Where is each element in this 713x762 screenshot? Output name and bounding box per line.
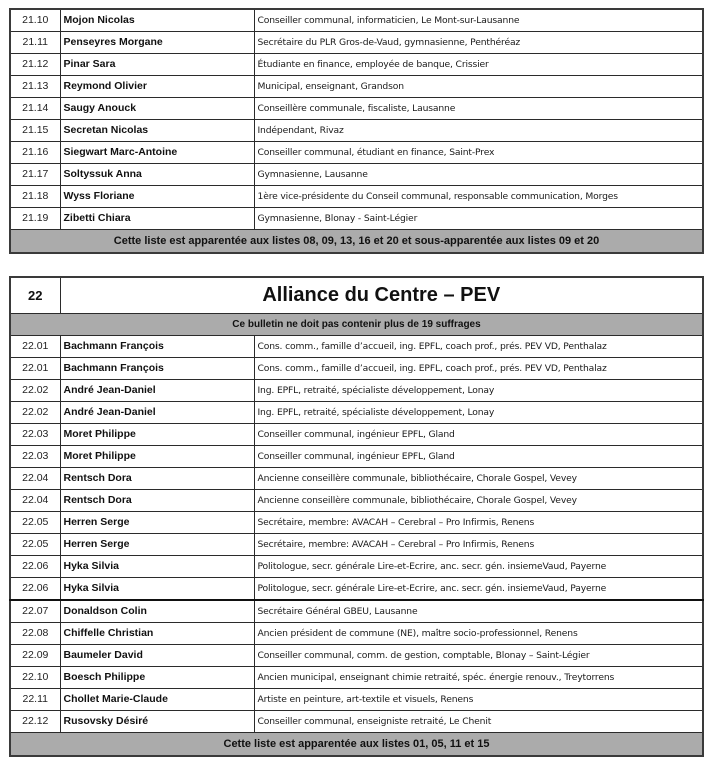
candidate-name: Herren Serge <box>60 534 254 556</box>
candidate-description: Gymnasienne, Blonay - Saint-Légier <box>254 208 703 230</box>
candidate-row <box>10 468 703 490</box>
candidate-number: 22.10 <box>10 667 60 689</box>
candidate-row <box>10 54 703 76</box>
candidate-row <box>10 578 703 601</box>
candidate-number: 21.10 <box>10 9 60 32</box>
candidate-number: 22.03 <box>10 424 60 446</box>
candidate-number: 21.16 <box>10 142 60 164</box>
candidate-number: 21.15 <box>10 120 60 142</box>
candidate-row <box>10 623 703 645</box>
candidate-description: Étudiante en finance, employée de banque, Crissier <box>254 54 703 76</box>
candidate-number: 22.04 <box>10 468 60 490</box>
candidate-row <box>10 380 703 402</box>
candidate-row <box>10 120 703 142</box>
candidate-description: Secrétaire, membre: AVACAH – Cerebral – Pro Infirmis, Renens <box>254 512 703 534</box>
candidate-number: 22.07 <box>10 600 60 623</box>
candidate-number: 22.03 <box>10 446 60 468</box>
list-number: 22 <box>10 277 60 314</box>
candidate-description: Ancienne conseillère communale, bibliothécaire, Chorale Gospel, Vevey <box>254 468 703 490</box>
list-22-rows <box>10 336 703 733</box>
candidate-row <box>10 76 703 98</box>
candidate-number: 21.13 <box>10 76 60 98</box>
candidate-number: 21.18 <box>10 186 60 208</box>
candidate-name: André Jean-Daniel <box>60 380 254 402</box>
candidate-description: Gymnasienne, Lausanne <box>254 164 703 186</box>
candidate-name: Herren Serge <box>60 512 254 534</box>
list-21-footer-row <box>10 230 703 254</box>
candidate-row <box>10 402 703 424</box>
candidate-description: Cons. comm., famille d’accueil, ing. EPFL, coach prof., prés. PEV VD, Penthalaz <box>254 336 703 358</box>
candidate-description: Politologue, secr. générale Lire-et-Ecrire, anc. secr. gén. insiemeVaud, Payerne <box>254 556 703 578</box>
candidate-row <box>10 512 703 534</box>
candidate-description: Conseillère communale, fiscaliste, Lausanne <box>254 98 703 120</box>
candidate-description: Conseiller communal, comm. de gestion, comptable, Blonay – Saint-Légier <box>254 645 703 667</box>
candidate-description: Conseiller communal, informaticien, Le Mont-sur-Lausanne <box>254 9 703 32</box>
candidate-description: Indépendant, Rivaz <box>254 120 703 142</box>
candidate-name: Wyss Floriane <box>60 186 254 208</box>
candidate-number: 22.05 <box>10 512 60 534</box>
candidate-description: Ancienne conseillère communale, bibliothécaire, Chorale Gospel, Vevey <box>254 490 703 512</box>
candidate-number: 22.11 <box>10 689 60 711</box>
list-22-header-row <box>10 277 703 314</box>
candidate-description: Municipal, enseignant, Grandson <box>254 76 703 98</box>
candidate-description: Ing. EPFL, retraité, spécialiste développement, Lonay <box>254 402 703 424</box>
candidate-number: 22.08 <box>10 623 60 645</box>
candidate-name: Bachmann François <box>60 358 254 380</box>
candidate-name: Siegwart Marc-Antoine <box>60 142 254 164</box>
candidate-name: Secretan Nicolas <box>60 120 254 142</box>
candidate-row <box>10 490 703 512</box>
candidate-row <box>10 336 703 358</box>
candidate-row <box>10 446 703 468</box>
candidate-description: Conseiller communal, ingénieur EPFL, Gland <box>254 446 703 468</box>
candidate-number: 22.06 <box>10 578 60 601</box>
list-21-table <box>9 8 704 254</box>
candidate-number: 21.11 <box>10 32 60 54</box>
candidate-row <box>10 556 703 578</box>
candidate-name: André Jean-Daniel <box>60 402 254 424</box>
candidate-number: 21.12 <box>10 54 60 76</box>
candidate-number: 22.02 <box>10 402 60 424</box>
candidate-row <box>10 689 703 711</box>
candidate-row <box>10 208 703 230</box>
list-22-subtitle-row <box>10 314 703 336</box>
candidate-name: Rentsch Dora <box>60 490 254 512</box>
candidate-row <box>10 164 703 186</box>
list-subtitle: Ce bulletin ne doit pas contenir plus de 19 suffrages <box>10 314 703 336</box>
candidate-description: Artiste en peinture, art-textile et visuels, Renens <box>254 689 703 711</box>
candidate-number: 22.01 <box>10 358 60 380</box>
candidate-name: Mojon Nicolas <box>60 9 254 32</box>
list-21-rows <box>10 9 703 230</box>
candidate-description: Ing. EPFL, retraité, spécialiste développement, Lonay <box>254 380 703 402</box>
candidate-row <box>10 534 703 556</box>
candidate-name: Moret Philippe <box>60 446 254 468</box>
candidate-row <box>10 186 703 208</box>
candidate-number: 22.02 <box>10 380 60 402</box>
candidate-row <box>10 645 703 667</box>
list-title: Alliance du Centre – PEV <box>60 277 703 314</box>
list-21-footer: Cette liste est apparentée aux listes 08, 09, 13, 16 et 20 et sous-apparentée aux listes 09 et 20 <box>10 230 703 254</box>
candidate-number: 22.04 <box>10 490 60 512</box>
candidate-number: 21.17 <box>10 164 60 186</box>
candidate-number: 22.05 <box>10 534 60 556</box>
candidate-description: Ancien président de commune (NE), maître socio-professionnel, Renens <box>254 623 703 645</box>
candidate-name: Moret Philippe <box>60 424 254 446</box>
candidate-name: Saugy Anouck <box>60 98 254 120</box>
candidate-name: Chollet Marie-Claude <box>60 689 254 711</box>
candidate-name: Boesch Philippe <box>60 667 254 689</box>
candidate-number: 22.06 <box>10 556 60 578</box>
candidate-name: Hyka Silvia <box>60 556 254 578</box>
list-22-footer-row <box>10 733 703 757</box>
list-22-table <box>9 276 704 757</box>
candidate-description: Conseiller communal, enseigniste retraité, Le Chenit <box>254 711 703 733</box>
candidate-name: Donaldson Colin <box>60 600 254 623</box>
candidate-description: Secrétaire, membre: AVACAH – Cerebral – Pro Infirmis, Renens <box>254 534 703 556</box>
candidate-row <box>10 9 703 32</box>
candidate-description: 1ère vice-présidente du Conseil communal, responsable communication, Morges <box>254 186 703 208</box>
candidate-description: Conseiller communal, ingénieur EPFL, Gland <box>254 424 703 446</box>
candidate-description: Politologue, secr. générale Lire-et-Ecrire, anc. secr. gén. insiemeVaud, Payerne <box>254 578 703 601</box>
candidate-number: 22.09 <box>10 645 60 667</box>
candidate-name: Penseyres Morgane <box>60 32 254 54</box>
candidate-name: Soltyssuk Anna <box>60 164 254 186</box>
candidate-number: 22.12 <box>10 711 60 733</box>
candidate-name: Pinar Sara <box>60 54 254 76</box>
candidate-number: 22.01 <box>10 336 60 358</box>
candidate-row <box>10 32 703 54</box>
candidate-row <box>10 711 703 733</box>
candidate-name: Rentsch Dora <box>60 468 254 490</box>
candidate-name: Hyka Silvia <box>60 578 254 601</box>
candidate-row <box>10 667 703 689</box>
candidate-row <box>10 98 703 120</box>
list-22-footer: Cette liste est apparentée aux listes 01, 05, 11 et 15 <box>10 733 703 757</box>
candidate-description: Ancien municipal, enseignant chimie retraité, spéc. énergie renouv., Treytorrens <box>254 667 703 689</box>
candidate-number: 21.14 <box>10 98 60 120</box>
candidate-description: Cons. comm., famille d’accueil, ing. EPFL, coach prof., prés. PEV VD, Penthalaz <box>254 358 703 380</box>
candidate-description: Secrétaire du PLR Gros-de-Vaud, gymnasienne, Penthéréaz <box>254 32 703 54</box>
candidate-name: Zibetti Chiara <box>60 208 254 230</box>
candidate-row <box>10 424 703 446</box>
candidate-row <box>10 358 703 380</box>
candidate-row <box>10 600 703 623</box>
candidate-name: Chiffelle Christian <box>60 623 254 645</box>
candidate-row <box>10 142 703 164</box>
candidate-name: Bachmann François <box>60 336 254 358</box>
candidate-name: Rusovsky Désiré <box>60 711 254 733</box>
candidate-description: Conseiller communal, étudiant en finance, Saint-Prex <box>254 142 703 164</box>
candidate-description: Secrétaire Général GBEU, Lausanne <box>254 600 703 623</box>
candidate-name: Reymond Olivier <box>60 76 254 98</box>
candidate-number: 21.19 <box>10 208 60 230</box>
candidate-name: Baumeler David <box>60 645 254 667</box>
